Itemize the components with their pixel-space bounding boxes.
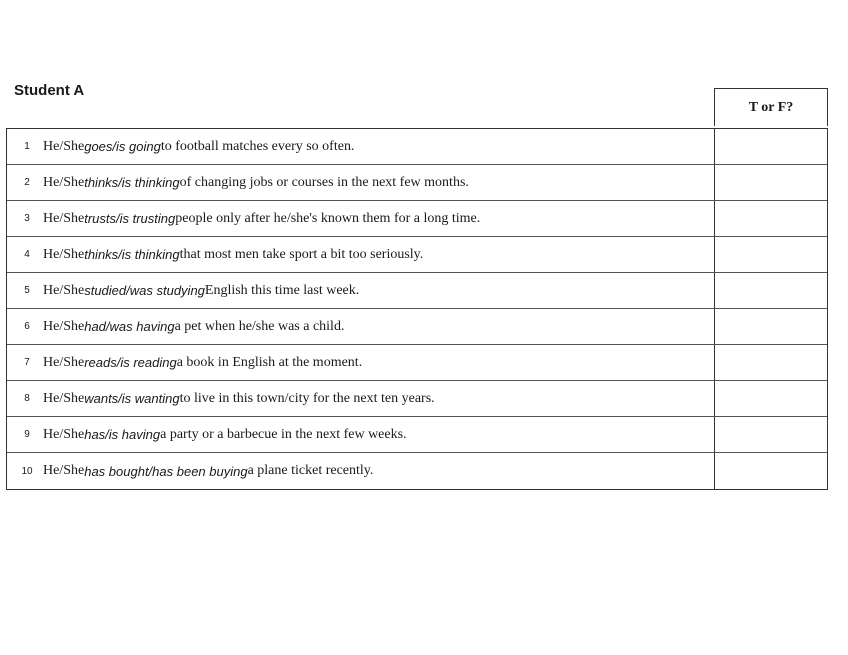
statement-cell	[7, 273, 715, 308]
statement-verb-options: wants/is wanting	[84, 391, 180, 406]
statement-subject: He/She	[43, 282, 85, 298]
statement-rest: a plane ticket recently.	[247, 463, 374, 478]
statement-verb-options: reads/is reading	[84, 355, 177, 370]
statement-verb-options: has bought/has been buying	[84, 463, 248, 479]
true-false-answer-cell[interactable]	[715, 237, 827, 272]
statement-cell	[7, 417, 715, 452]
statement-subject: He/She	[43, 318, 85, 334]
table-row	[7, 381, 827, 417]
row-number: 4	[24, 249, 30, 260]
statement-verb-options: goes/is going	[84, 139, 161, 154]
table-row	[7, 165, 827, 201]
table-row	[7, 237, 827, 273]
statement-cell	[7, 453, 715, 489]
page-title: Student A	[14, 82, 85, 99]
row-number: 7	[24, 357, 30, 368]
table-row	[7, 345, 827, 381]
statement-subject: He/She	[43, 174, 85, 190]
statement-verb-options: trusts/is trusting	[84, 211, 176, 226]
statement-rest: to live in this town/city for the next ten years.	[179, 390, 435, 406]
statement-cell	[7, 165, 715, 200]
statement-verb-options: thinks/is thinking	[84, 247, 180, 262]
statement-verb-options: has/is having	[84, 427, 161, 442]
statement-cell	[7, 129, 715, 164]
statement-subject: He/She	[43, 354, 85, 370]
statement-cell	[7, 345, 715, 380]
row-number: 6	[24, 321, 30, 332]
statement-subject: He/She	[43, 390, 85, 406]
row-number: 10	[21, 465, 33, 477]
row-number: 8	[24, 393, 30, 404]
statement-cell	[7, 237, 715, 272]
true-false-answer-cell[interactable]	[715, 273, 827, 308]
row-number: 5	[24, 285, 30, 296]
statement-rest: English this time last week.	[204, 282, 360, 298]
statement-rest: of changing jobs or courses in the next few months.	[179, 174, 469, 190]
table-row	[7, 309, 827, 345]
statement-verb-options: studied/was studying	[84, 283, 205, 298]
true-false-answer-cell[interactable]	[715, 165, 827, 200]
statement-cell	[7, 381, 715, 416]
statement-verb-options: thinks/is thinking	[84, 175, 180, 190]
table-row	[7, 201, 827, 237]
true-false-answer-cell[interactable]	[715, 345, 827, 380]
true-false-answer-cell[interactable]	[715, 309, 827, 344]
tf-column-header: T or F?	[714, 88, 828, 126]
statement-subject: He/She	[43, 426, 85, 442]
statement-rest: people only after he/she's known them for a long time.	[175, 210, 481, 226]
true-false-answer-cell[interactable]	[715, 381, 827, 416]
statement-subject: He/She	[43, 463, 85, 478]
true-false-answer-cell[interactable]	[715, 453, 827, 489]
statement-subject: He/She	[43, 210, 85, 226]
table-row	[7, 129, 827, 165]
statement-cell	[7, 309, 715, 344]
table-row	[7, 273, 827, 309]
row-number: 1	[24, 141, 30, 152]
statement-rest: a party or a barbecue in the next few weeks.	[160, 426, 407, 442]
statement-verb-options: had/was having	[84, 319, 175, 334]
statement-rest: to football matches every so often.	[160, 138, 355, 154]
row-number: 2	[24, 177, 30, 188]
statement-subject: He/She	[43, 138, 85, 154]
table-row	[7, 453, 827, 489]
true-false-answer-cell[interactable]	[715, 201, 827, 236]
table-row	[7, 417, 827, 453]
statement-cell	[7, 201, 715, 236]
statement-rest: a book in English at the moment.	[176, 354, 363, 370]
row-number: 3	[24, 213, 30, 224]
true-false-answer-cell[interactable]	[715, 417, 827, 452]
statement-rest: a pet when he/she was a child.	[174, 318, 345, 334]
statement-subject: He/She	[43, 246, 85, 262]
row-number: 9	[24, 429, 30, 440]
statement-rest: that most men take sport a bit too seriously.	[179, 246, 424, 262]
statement-table	[6, 128, 828, 490]
true-false-answer-cell[interactable]	[715, 129, 827, 164]
